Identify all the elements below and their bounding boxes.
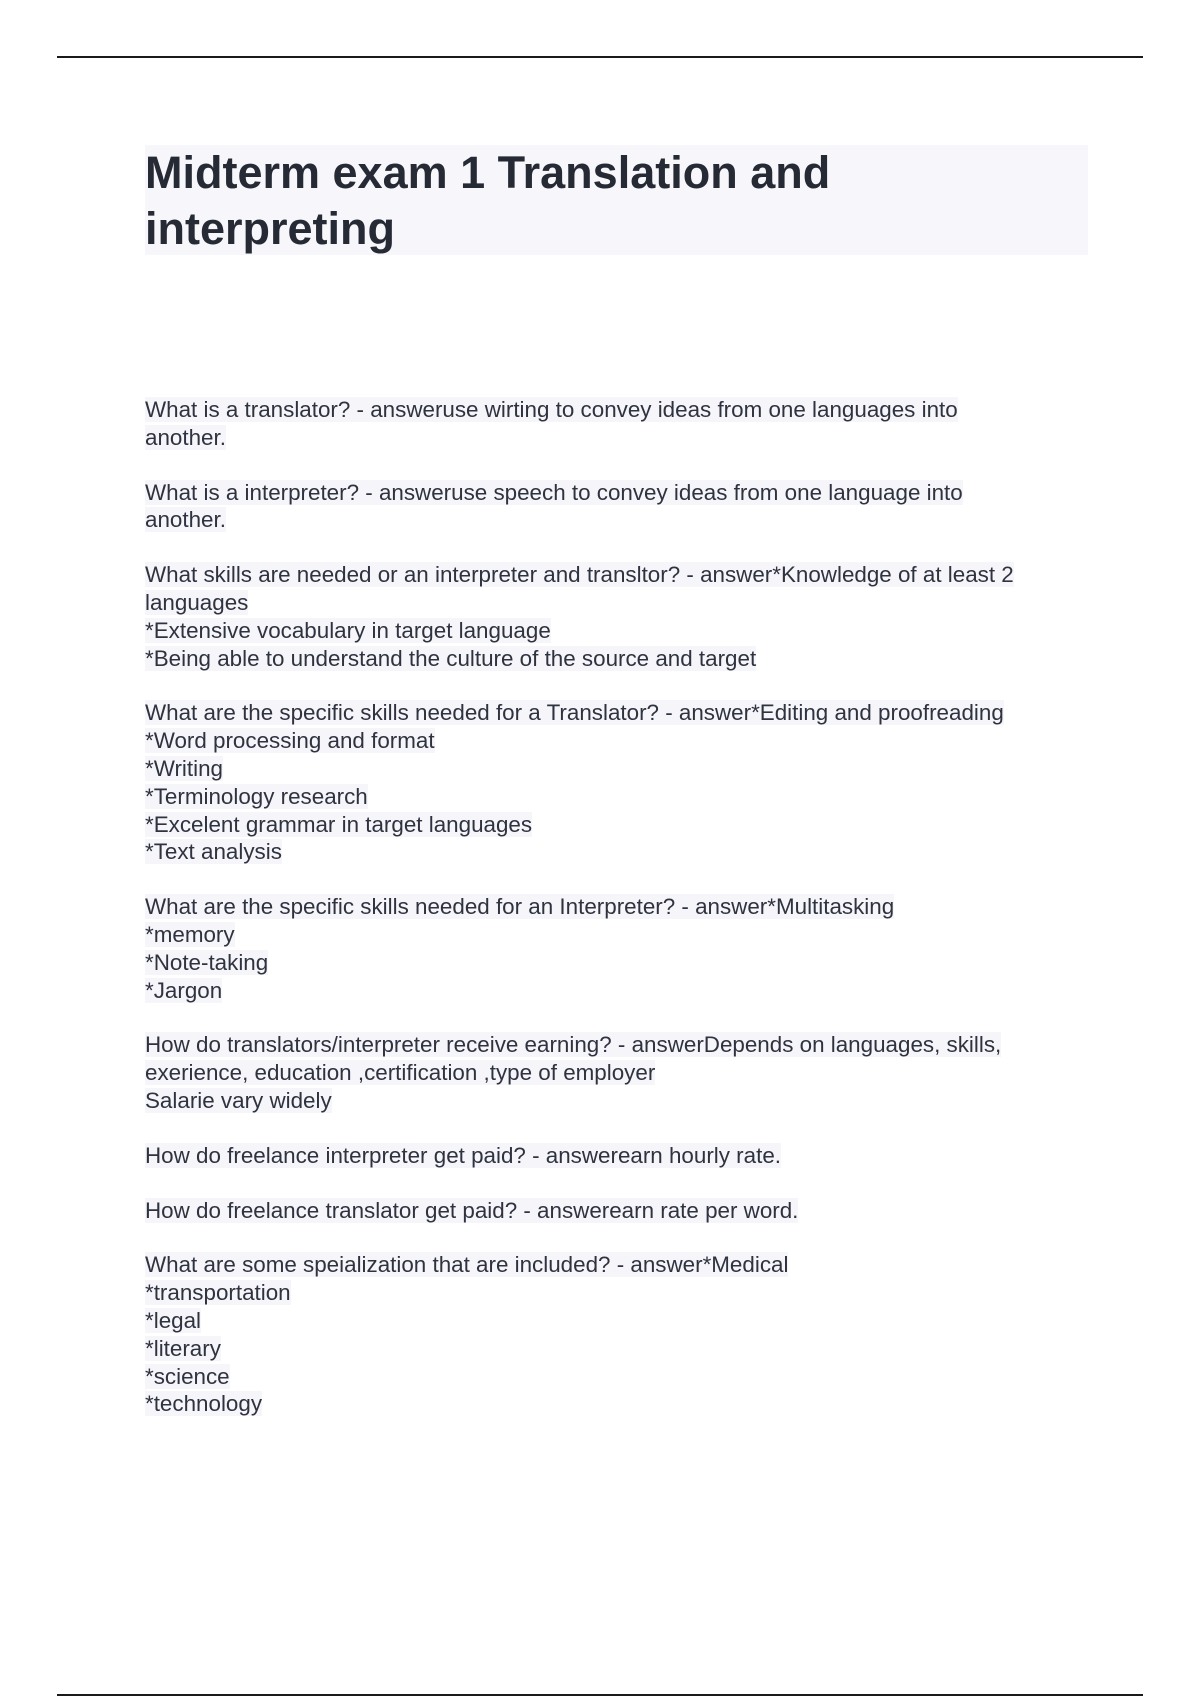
- qa-line: [145, 811, 1095, 839]
- qa-text: *Terminology research: [145, 783, 368, 809]
- qa-line: [145, 645, 1095, 673]
- qa-line: [145, 424, 1095, 452]
- qa-text: How do freelance interpreter get paid? - answerearn hourly rate.: [145, 1142, 781, 1168]
- qa-text: What is a translator? - answeruse wirting to convey ideas from one languages into: [145, 397, 958, 422]
- qa-line: [145, 396, 1095, 424]
- qa-item: [145, 1251, 1095, 1418]
- title-line-2: interpreting: [145, 203, 396, 254]
- qa-text: What is a interpreter? - answeruse speech to convey ideas from one language into: [145, 479, 963, 505]
- qa-item: [145, 396, 1095, 452]
- qa-text: *Being able to understand the culture of the source and target: [145, 645, 757, 671]
- qa-line: [145, 479, 1095, 507]
- document-title: [145, 145, 1088, 257]
- qa-text: *memory: [145, 921, 235, 947]
- qa-text: *Extensive vocabulary in target language: [145, 617, 551, 643]
- qa-text: What skills are needed or an interpreter and transltor? - answer*Knowledge of at least 2: [145, 562, 1014, 588]
- qa-line: [145, 893, 1095, 921]
- bottom-rule: [57, 1694, 1143, 1696]
- qa-item: [145, 1197, 1095, 1225]
- qa-text: What are some speialization that are included? - answer*Medical: [145, 1252, 789, 1278]
- qa-text: languages: [145, 589, 249, 615]
- qa-item: [145, 479, 1095, 535]
- qa-text: *Jargon: [145, 977, 223, 1003]
- qa-item: [145, 699, 1095, 866]
- qa-line: [145, 1390, 1095, 1418]
- qa-text: *Note-taking: [145, 949, 269, 975]
- qa-text: What are the specific skills needed for a Translator? - answer*Editing and proofreading: [145, 700, 1004, 726]
- qa-text: *Excelent grammar in target languages: [145, 811, 533, 837]
- qa-line: [145, 1251, 1095, 1279]
- qa-text: How do translators/interpreter receive earning? - answerDepends on languages, skills,: [145, 1032, 1002, 1058]
- qa-item: [145, 1031, 1095, 1114]
- qa-text: What are the specific skills needed for an Interpreter? - answer*Multitasking: [145, 894, 895, 920]
- qa-line: [145, 1087, 1095, 1115]
- qa-item: [145, 561, 1095, 672]
- top-rule: [57, 56, 1143, 58]
- qa-line: [145, 1307, 1095, 1335]
- qa-line: [145, 727, 1095, 755]
- qa-line: [145, 921, 1095, 949]
- qa-line: [145, 699, 1095, 727]
- qa-line: [145, 1363, 1095, 1391]
- qa-line: [145, 1142, 1095, 1170]
- qa-text: *transportation: [145, 1280, 291, 1306]
- qa-text: another.: [145, 424, 226, 450]
- qa-line: [145, 1197, 1095, 1225]
- qa-line: [145, 1031, 1095, 1059]
- qa-text: *science: [145, 1363, 230, 1389]
- qa-line: [145, 506, 1095, 534]
- qa-text: *Writing: [145, 755, 223, 781]
- title-line-1: Midterm exam 1 Translation and: [145, 147, 831, 198]
- qa-text: *Text analysis: [145, 839, 282, 865]
- qa-line: [145, 977, 1095, 1005]
- qa-text: exerience, education ,certification ,type of employer: [145, 1060, 656, 1086]
- qa-line: [145, 1335, 1095, 1363]
- qa-text: *technology: [145, 1391, 263, 1417]
- qa-line: [145, 1059, 1095, 1087]
- qa-text: *legal: [145, 1307, 202, 1333]
- qa-line: [145, 755, 1095, 783]
- qa-line: [145, 561, 1095, 589]
- qa-item: [145, 893, 1095, 1004]
- qa-text: another.: [145, 507, 226, 533]
- qa-text: Salarie vary widely: [145, 1087, 332, 1113]
- qa-line: [145, 617, 1095, 645]
- qa-line: [145, 949, 1095, 977]
- qa-text: How do freelance translator get paid? - answerearn rate per word.: [145, 1197, 799, 1223]
- qa-text: *literary: [145, 1335, 221, 1361]
- qa-line: [145, 838, 1095, 866]
- qa-line: [145, 783, 1095, 811]
- qa-item: [145, 1142, 1095, 1170]
- qa-text: *Word processing and format: [145, 728, 435, 754]
- qa-list: [145, 396, 1095, 1445]
- qa-line: [145, 589, 1095, 617]
- qa-line: [145, 1279, 1095, 1307]
